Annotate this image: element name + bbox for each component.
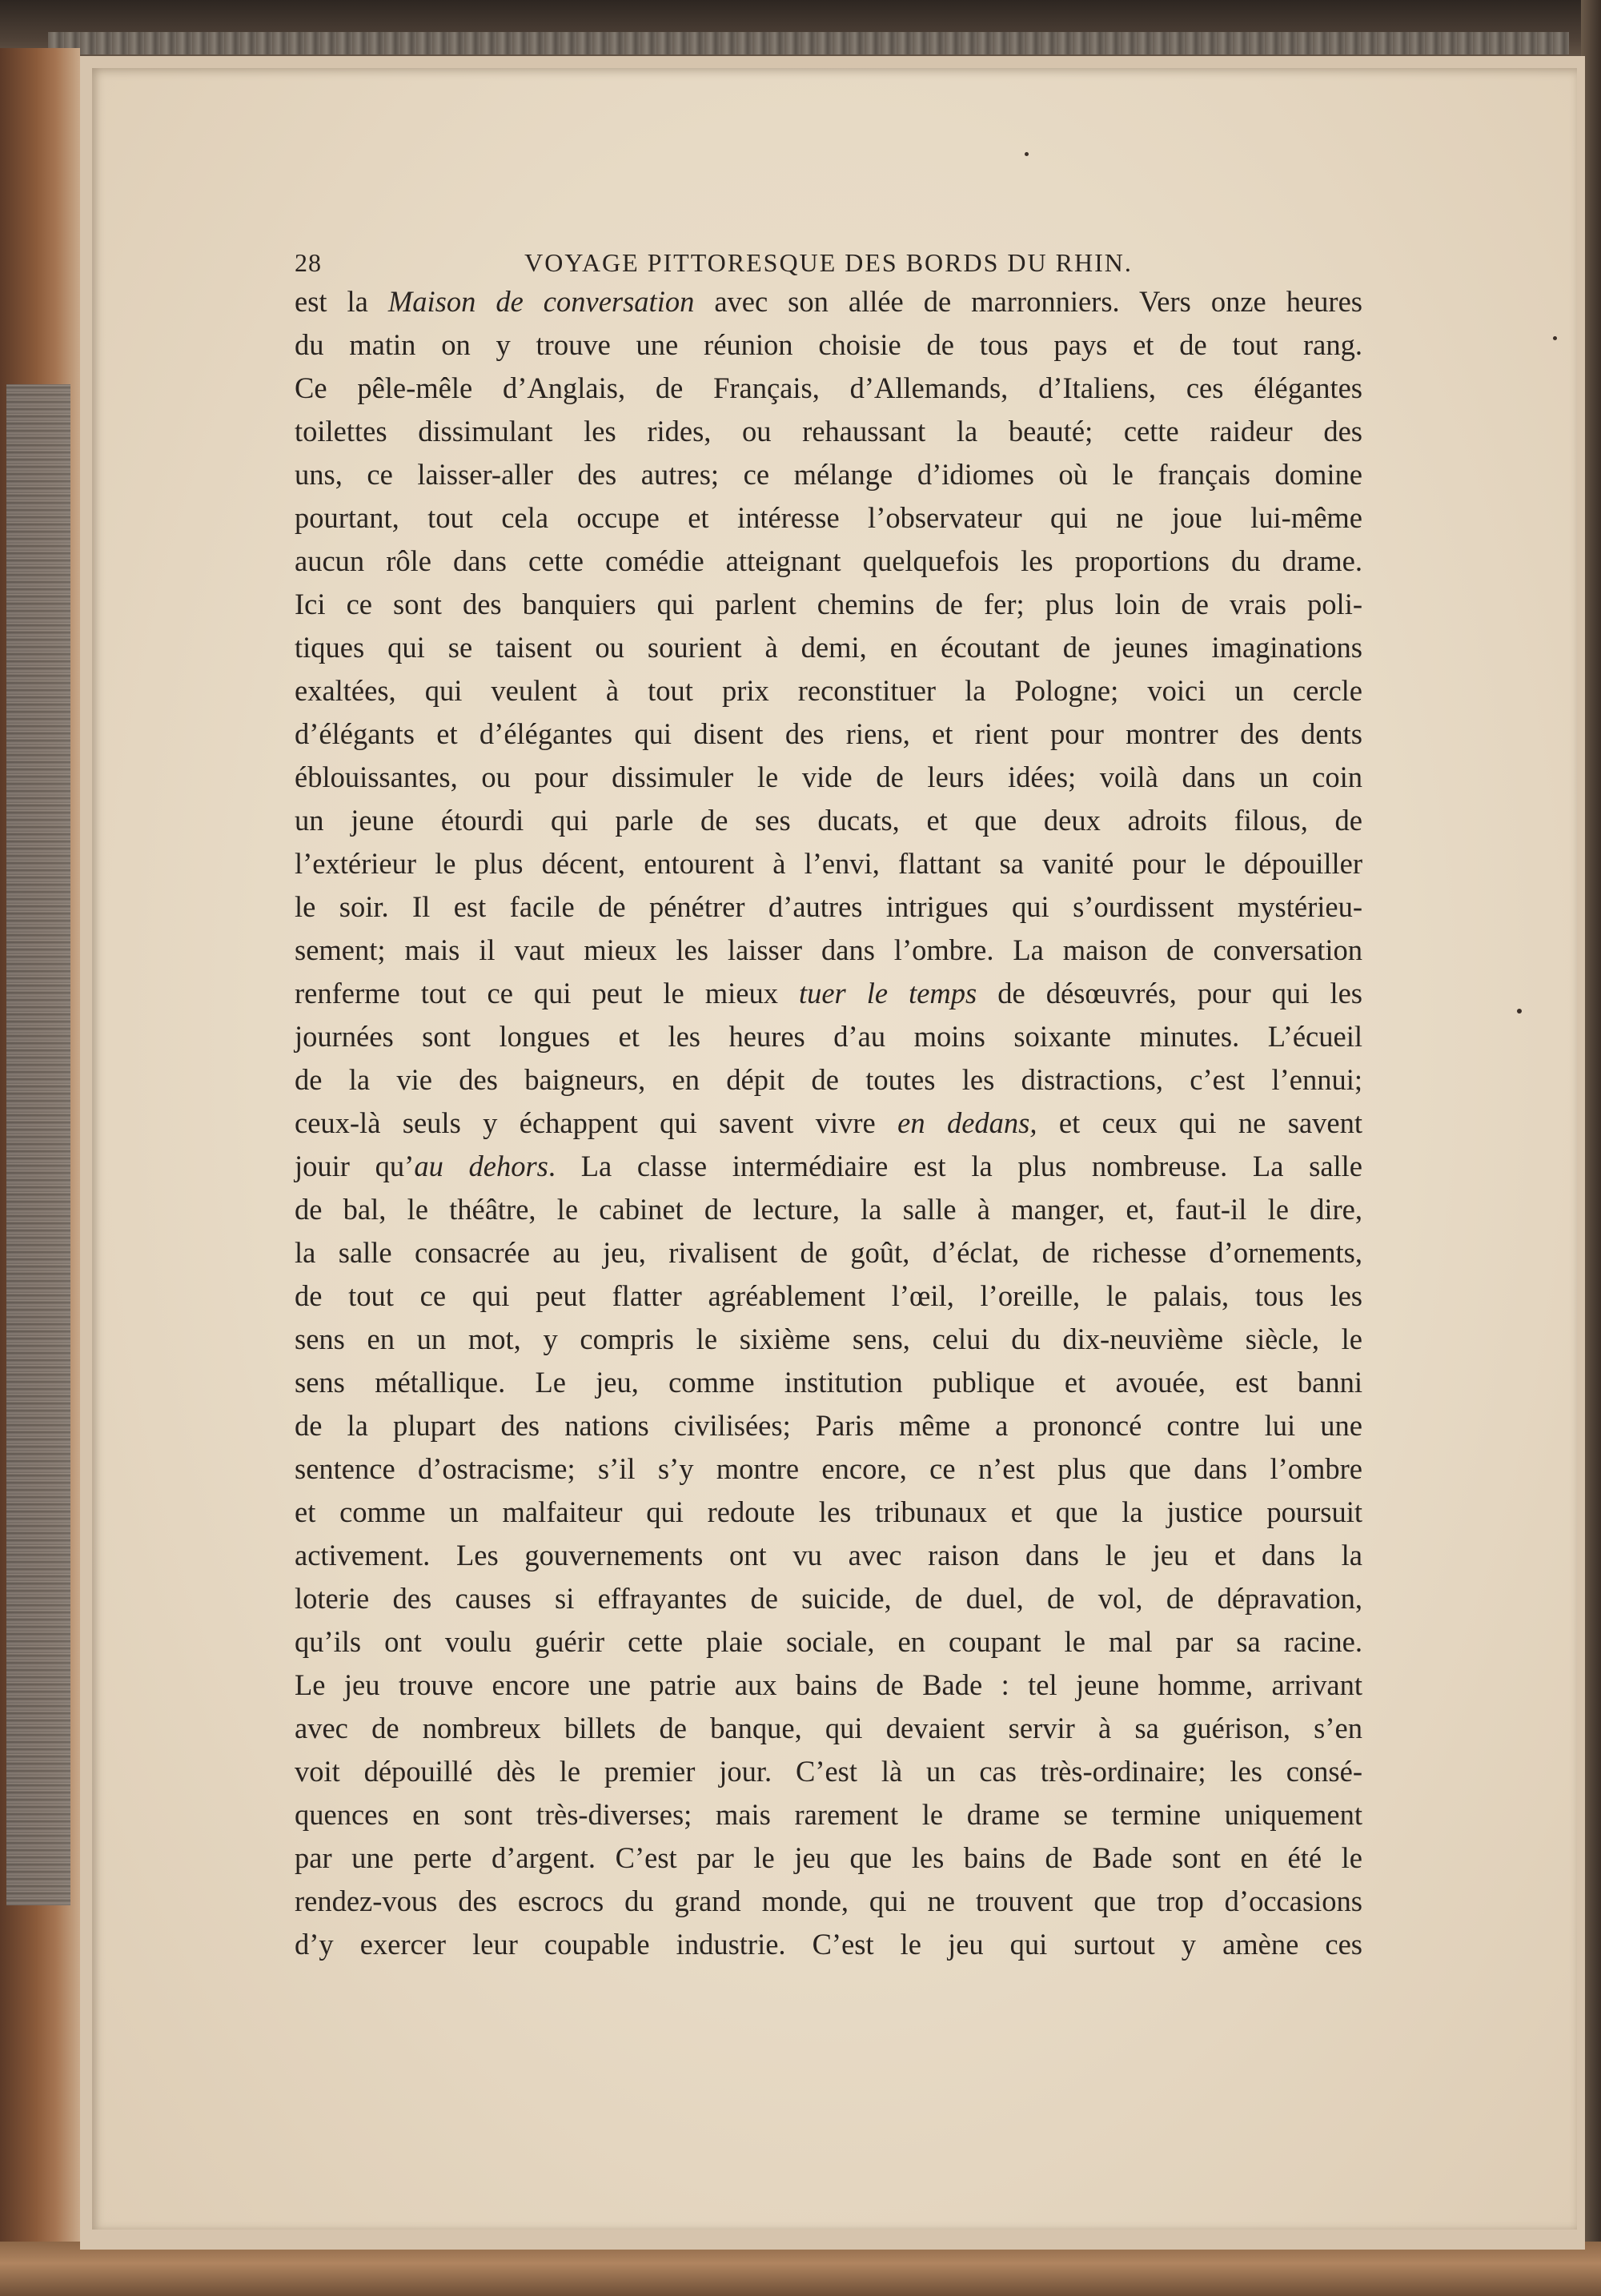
text-run: de bal, le théâtre, le cabinet de lecture, la salle à manger, et, faut-il le dire,	[295, 1193, 1362, 1226]
text-run: tiques qui se taisent ou sourient à demi, en écoutant de jeunes imaginations	[295, 631, 1362, 664]
book-cover-worn-spine	[6, 384, 70, 1905]
text-line	[295, 712, 1362, 756]
text-run: d’élégants et d’élégantes qui disent des riens, et rient pour montrer des dents	[295, 717, 1362, 750]
text-line	[295, 323, 1362, 367]
text-run: Le jeu trouve encore une patrie aux bains de Bade : tel jeune homme, arrivant	[295, 1668, 1362, 1701]
text-line	[295, 540, 1362, 583]
text-run: du matin on y trouve une réunion choisie de tous pays et de tout rang.	[295, 328, 1362, 361]
text-line	[295, 280, 1362, 323]
text-run: éblouissantes, ou pour dissimuler le vide de leurs idées; voilà dans un coin	[295, 761, 1362, 793]
text-line	[295, 756, 1362, 799]
italic-text-run: tuer le temps	[798, 977, 977, 1010]
text-run: toilettes dissimulant les rides, ou rehaussant la beauté; cette raideur des	[295, 415, 1362, 448]
text-run: ceux-là seuls y échappent qui savent vivre	[295, 1106, 898, 1139]
paper-speck	[1517, 1009, 1522, 1014]
text-line	[295, 1188, 1362, 1231]
body-paragraph	[295, 280, 1362, 1966]
text-line	[295, 1620, 1362, 1664]
text-run: de tout ce qui peut flatter agréablement l’œil, l’oreille, le palais, tous les	[295, 1279, 1362, 1312]
text-line	[295, 885, 1362, 929]
text-run: aucun rôle dans cette comédie atteignant quelquefois les proportions du drame.	[295, 544, 1362, 577]
text-run: de désœuvrés, pour qui les	[977, 977, 1362, 1010]
text-run: Ce pêle-mêle d’Anglais, de Français, d’Allemands, d’Italiens, ces élégantes	[295, 371, 1362, 404]
text-run: et comme un malfaiteur qui redoute les tribunaux et que la justice poursuit	[295, 1495, 1362, 1528]
text-run: loterie des causes si effrayantes de suicide, de duel, de vol, de dépravation,	[295, 1582, 1362, 1615]
text-line	[295, 1447, 1362, 1491]
text-run: qu’ils ont voulu guérir cette plaie sociale, en coupant le mal par sa racine.	[295, 1625, 1362, 1658]
text-line	[295, 1015, 1362, 1058]
text-line	[295, 367, 1362, 410]
text-run: pourtant, tout cela occupe et intéresse l’observateur qui ne joue lui-même	[295, 501, 1362, 534]
text-line	[295, 1793, 1362, 1836]
text-line	[295, 1145, 1362, 1188]
text-line	[295, 1058, 1362, 1102]
text-line	[295, 1577, 1362, 1620]
text-run: sement; mais il vaut mieux les laisser dans l’ombre. La maison de conversation	[295, 933, 1362, 966]
text-line	[295, 1102, 1362, 1145]
text-line	[295, 842, 1362, 885]
text-run: l’extérieur le plus décent, entourent à l’envi, flattant sa vanité pour le dépouiller	[295, 847, 1362, 880]
text-line	[295, 1231, 1362, 1274]
text-run: d’y exercer leur coupable industrie. C’est le jeu qui surtout y amène ces	[295, 1928, 1362, 1961]
text-run: . La classe intermédiaire est la plus nombreuse. La salle	[548, 1150, 1363, 1182]
text-run: renferme tout ce qui peut le mieux	[295, 977, 799, 1010]
text-line	[295, 929, 1362, 972]
text-line	[295, 496, 1362, 540]
text-run: rendez-vous des escrocs du grand monde, qui ne trouvent que trop d’occasions	[295, 1885, 1362, 1917]
text-line	[295, 1923, 1362, 1966]
text-run: par une perte d’argent. C’est par le jeu que les bains de Bade sont en été le	[295, 1841, 1362, 1874]
page-header	[295, 240, 1362, 280]
page-content	[295, 240, 1362, 1966]
text-run: avec son allée de marronniers. Vers onze heures	[694, 285, 1362, 318]
text-line	[295, 1534, 1362, 1577]
text-run: voit dépouillé dès le premier jour. C’est là un cas très-ordinaire; les consé-	[295, 1755, 1362, 1788]
text-line	[295, 410, 1362, 453]
text-run: de la vie des baigneurs, en dépit de toutes les distractions, c’est l’ennui;	[295, 1063, 1362, 1096]
text-run: la salle consacrée au jeu, rivalisent de goût, d’éclat, de richesse d’ornements,	[295, 1236, 1362, 1269]
text-line	[295, 1707, 1362, 1750]
running-title: VOYAGE PITTORESQUE DES BORDS DU RHIN.	[524, 248, 1133, 277]
text-line	[295, 799, 1362, 842]
text-line	[295, 583, 1362, 626]
text-run: sentence d’ostracisme; s’il s’y montre encore, ce n’est plus que dans l’ombre	[295, 1452, 1362, 1485]
text-run: et ceux qui ne savent	[1037, 1106, 1362, 1139]
text-run: uns, ce laisser-aller des autres; ce mélange d’idiomes où le français domine	[295, 458, 1362, 491]
paper-speck	[1025, 152, 1029, 156]
text-line	[295, 453, 1362, 496]
text-run: quences en sont très-diverses; mais rarement le drame se termine uniquement	[295, 1798, 1362, 1831]
text-line	[295, 1836, 1362, 1880]
text-line	[295, 1491, 1362, 1534]
text-run: sens en un mot, y compris le sixième sens, celui du dix-neuvième siècle, le	[295, 1323, 1362, 1355]
italic-text-run: au dehors	[414, 1150, 548, 1182]
italic-text-run: en dedans,	[897, 1106, 1037, 1139]
italic-text-run: Maison de conversation	[387, 285, 695, 318]
text-line	[295, 1880, 1362, 1923]
text-run: jouir qu’	[295, 1150, 415, 1182]
text-run: le soir. Il est facile de pénétrer d’autres intrigues qui s’ourdissent mystérieu-	[295, 890, 1362, 923]
text-run: de la plupart des nations civilisées; Paris même a prononcé contre lui une	[295, 1409, 1362, 1442]
book-cover-top-binding	[48, 32, 1569, 54]
text-run: est la	[295, 285, 388, 318]
text-run: journées sont longues et les heures d’au moins soixante minutes. L’écueil	[295, 1020, 1362, 1053]
text-line	[295, 1318, 1362, 1361]
text-run: sens métallique. Le jeu, comme institution publique et avouée, est banni	[295, 1366, 1362, 1399]
text-line	[295, 669, 1362, 712]
text-run: avec de nombreux billets de banque, qui devaient servir à sa guérison, s’en	[295, 1712, 1362, 1744]
text-line	[295, 1664, 1362, 1707]
book-cover-bottom-edge	[0, 2242, 1601, 2296]
text-run: activement. Les gouvernements ont vu avec raison dans le jeu et dans la	[295, 1539, 1362, 1571]
text-line	[295, 1361, 1362, 1404]
text-line	[295, 1750, 1362, 1793]
text-line	[295, 972, 1362, 1015]
text-line	[295, 626, 1362, 669]
page-number: 28	[295, 248, 322, 277]
text-line	[295, 1274, 1362, 1318]
text-run: un jeune étourdi qui parle de ses ducats, et que deux adroits filous, de	[295, 804, 1362, 837]
paper-speck	[1553, 336, 1557, 340]
text-run: exaltées, qui veulent à tout prix reconstituer la Pologne; voici un cercle	[295, 674, 1362, 707]
text-line	[295, 1404, 1362, 1447]
text-run: Ici ce sont des banquiers qui parlent chemins de fer; plus loin de vrais poli-	[295, 588, 1362, 620]
